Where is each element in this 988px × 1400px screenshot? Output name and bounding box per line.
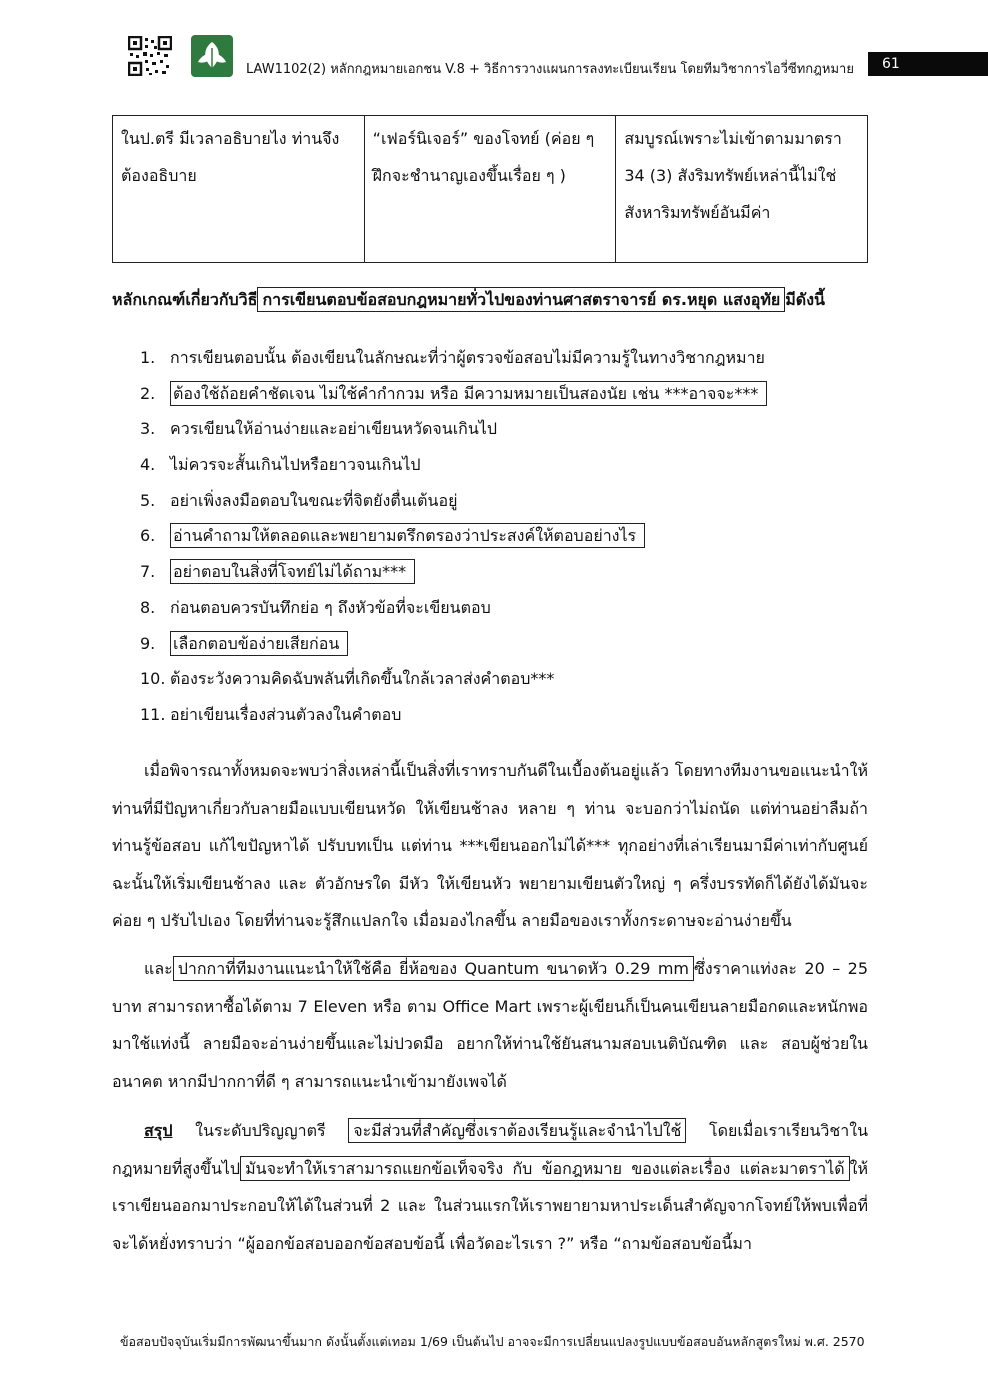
paragraph-text: โดยเมื่อเราเรียนวิชาในกฎหมายที่สูงขึ้นไป [112,1121,868,1178]
table-row [113,116,868,263]
list-item-text: ไม่ควรจะสั้นเกินไปหรือยาวจนเกินไป [170,455,421,475]
pen-recommendation-boxed: ปากกาที่ทีมงานแนะนำให้ใช้คือ ยี่ห้อของ Quantum ขนาดหัว 0.29 mm [173,956,694,981]
list-item-text: อย่าเขียนเรื่องส่วนตัวลงในคำตอบ [170,704,402,724]
paragraph-handwriting-advice: เมื่อพิจารณาทั้งหมดจะพบว่าสิ่งเหล่านี้เป็นสิ่งที่เราทราบกันดีในเบื้องต้นอยู่แล้ว โดยทางทีมงานขอแนะนำให้ท่านที่มีปัญหาเกี่ยวกับลายมือแบบเขียนหวัด ให้เขียนช้าลง หลาย ๆ ท่าน จะบอกว่าไม่ถนัด แต่ท่านอย่าลืมถ้าท่านรู้ข้อสอบ แก้ไขปัญหาได้ ปรับบทเป็น แต่ท่าน ***เขียนออกไม่ได้*** ทุกอย่างที่เล่าเรียนมามีค่าเท่ากับศูนย์ ฉะนั้นให้เริ่มเขียนช้าลง และ ตัวอักษรใด มีหัว ให้เขียนหัว พยายามเขียนตัวใหญ่ ๆ ครึ่งบรรทัดก็ได้ยังได้มันจะค่อย ๆ ปรับไปเอง โดยที่ท่านจะรู้สึกแปลกใจ เมื่อมองไกลขึ้น ลายมือของเราทั้งกระดาษจะอ่านง่ายขึ้น [112,761,868,930]
list-item-text: ต้องใช้ถ้อยคำชัดเจน ไม่ใช้คำกำกวม หรือ มีความหมายเป็นสองนัย เช่น ***อาจจะ*** [170,381,767,406]
summary-boxed-1: จะมีส่วนที่สำคัญซึ่งเราต้องเรียนรู้และจำนำไปใช้ [348,1118,686,1143]
table-cell: “เฟอร์นิเจอร์” ของโจทย์ (ค่อย ๆ ฝึกจะชำนาญเองขึ้นเรื่อย ๆ ) [364,116,616,263]
paragraph-summary [112,1112,868,1262]
rules-heading-suffix: มีดังนี้ [785,290,825,309]
paragraph-text: ซึ่งราคาแท่งละ 20 – 25 บาท สามารถหาซื้อได้ตาม 7 Eleven หรือ ตาม Office Mart เพราะผู้เขียนก็เป็นคนเขียนลายมือกดและหนักพอมาใช้แท่งนี้ ลายมือจะอ่านง่ายขึ้นและไม่ปวดมือ อยากให้ท่านใช้ยันสนามสอบเนติบัณฑิต และ สอบผู้ช่วยในอนาคต หากมีปากกาที่ดี ๆ สามารถแนะนำเข้ามายังเพจได้ [112,959,869,1091]
list-item-number: 8. [140,597,156,617]
page-footer: ข้อสอบปัจจุบันเริ่มมีการพัฒนาขึ้นมาก ดังนั้นตั้งแต่เทอม 1/69 เป็นต้นไป อาจจะมีการเปลี่ยนแปลงรูปแบบข้อสอบอันหลักสูตรใหม่ พ.ศ. 2570 [120,1334,865,1349]
list-item-text: ก่อนตอบควรบันทึกย่อ ๆ ถึงหัวข้อที่จะเขียนตอบ [170,597,491,617]
list-item-text: อย่าเพิ่งลงมือตอบในขณะที่จิตยังตื่นเต้นอยู่ [170,490,458,510]
rules-heading [112,288,892,313]
summary-label: สรุป [144,1121,173,1140]
paragraph-text: ในระดับปริญญาตรี [195,1121,326,1140]
list-item-number: 3. [140,419,156,439]
content-table [112,115,868,263]
list-item [140,556,840,592]
paragraph-pen-recommendation [112,950,868,1100]
list-item-text: อย่าตอบในสิ่งที่โจทย์ไม่ได้ถาม*** [170,559,415,584]
list-item-number: 5. [140,490,156,510]
list-item [140,628,840,664]
list-item-number: 7. [140,562,156,582]
summary-boxed-2: มันจะทำให้เราสามารถแยกข้อเท็จจริง กับ ข้อกฎหมาย ของแต่ละเรื่อง แต่ละมาตราได้ [240,1156,850,1181]
table-cell: สมบูรณ์เพราะไม่เข้าตามมาตรา 34 (3) สังริมทรัพย์เหล่านี้ไม่ใช่สังหาริมทรัพย์อันมีค่า [616,116,868,263]
list-item [140,485,840,521]
table-cell: ในป.ตรี มีเวลาอธิบายไง ท่านจึงต้องอธิบาย [113,116,365,263]
list-item-number: 11. [140,704,166,724]
rules-heading-prefix: หลักเกณฑ์เกี่ยวกับวิธี [112,290,258,309]
list-item-number: 1. [140,348,156,367]
page-header [128,32,988,82]
list-item-number: 6. [140,526,156,546]
list-item [140,378,840,414]
list-item [140,663,840,699]
list-item-number: 9. [140,633,156,653]
qr-code-icon [128,36,172,76]
rules-heading-boxed: การเขียนตอบข้อสอบกฎหมายทั่วไปของท่านศาสตราจารย์ ดร.หยุด แสงอุทัย [257,287,785,312]
list-item [140,699,840,735]
list-item-number: 4. [140,455,156,475]
list-item-text: อ่านคำถามให้ตลอดและพยายามตรึกตรองว่าประสงค์ให้ตอบอย่างไร [170,523,645,548]
leaf-logo-icon [190,34,234,78]
list-item-text: การเขียนตอบนั้น ต้องเขียนในลักษณะที่ว่าผู้ตรวจข้อสอบไม่มีความรู้ในทางวิชากฎหมาย [170,348,765,367]
list-item-number: 10. [140,669,166,689]
list-item [140,520,840,556]
rules-list [140,342,840,735]
header-title: LAW1102(2) หลักกฎหมายเอกชน V.8 + วิธีการวางแผนการลงทะเบียนเรียน โดยทีมวิชาการไอวี่ซีทกฎหมาย [246,62,854,77]
list-item-text: ควรเขียนให้อ่านง่ายและอย่าเขียนหวัดจนเกินไป [170,419,497,439]
page-number: 61 [868,52,988,76]
list-item [140,342,840,378]
list-item-number: 2. [140,383,156,403]
paragraph-text: ให้เราเขียนออกมาประกอบให้ได้ในส่วนที่ 2 และ ในส่วนแรกให้เราพยายามหาประเด็นสำคัญจากโจทย์ให้พบเพื่อที่จะได้หยั่งทราบว่า “ผู้ออกข้อสอบออกข้อสอบข้อนี้ เพื่อวัดอะไรเรา ?” หรือ “ถามข้อสอบข้อนี้มา [112,1158,868,1253]
list-item [140,413,840,449]
list-item [140,449,840,485]
list-item-text: ต้องระวังความคิดฉับพลันที่เกิดขึ้นใกล้เวลาส่งคำตอบ*** [170,669,555,689]
list-item [140,592,840,628]
paragraph-text: และ [144,959,173,978]
list-item-text: เลือกตอบข้อง่ายเสียก่อน [170,631,348,656]
